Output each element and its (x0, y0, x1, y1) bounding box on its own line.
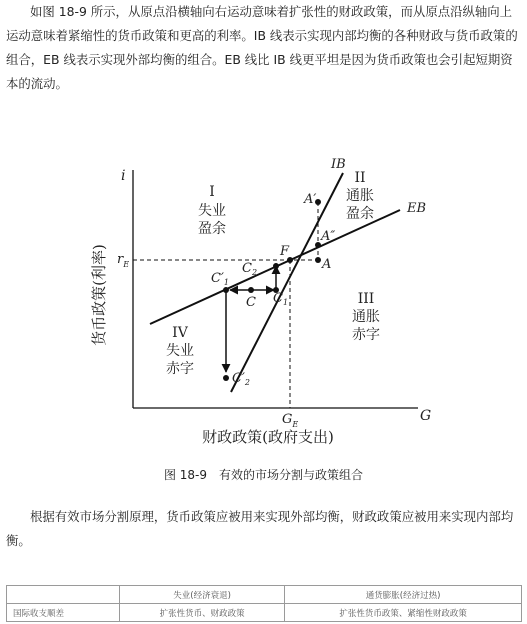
table-cell: 扩张性货币政策、紧缩性财政政策 (285, 604, 522, 622)
svg-text:IV: IV (172, 325, 188, 341)
x-axis-label: 财政政策(政府支出) (202, 428, 334, 446)
table-header-cell: 失业(经济衰退) (120, 586, 285, 604)
label-c1: $C_1$ (273, 291, 289, 307)
y-axis-label: 货币政策(利率) (90, 244, 108, 346)
svg-text:赤字: 赤字 (166, 361, 194, 377)
label-c: C (246, 295, 256, 310)
label-c2: $C_2$ (242, 261, 258, 277)
table-header-cell (7, 586, 120, 604)
svg-text:盈余: 盈余 (198, 221, 226, 237)
eb-label: EB (407, 201, 427, 216)
region-3 (352, 291, 380, 343)
point-c2 (273, 263, 279, 269)
label-a: A (322, 257, 332, 272)
table-header-row (7, 586, 522, 604)
label-a-dprime: A″ (321, 229, 336, 244)
table-cell: 扩张性货币、财政政策 (120, 604, 285, 622)
ib-label: IB (331, 157, 346, 172)
svg-text:通胀: 通胀 (346, 188, 374, 204)
x-axis-symbol: G (420, 408, 432, 424)
table-header-cell: 通货膨胀(经济过热) (285, 586, 522, 604)
region-1 (198, 184, 226, 237)
svg-text:I: I (209, 184, 215, 200)
label-f: F (280, 244, 290, 259)
svg-text:III: III (357, 291, 375, 307)
label-c1-prime: $C'_1$ (211, 271, 229, 287)
svg-text:失业: 失业 (198, 203, 226, 219)
x-tick-ge: $G_E$ (282, 412, 299, 429)
region-4 (166, 325, 194, 377)
y-tick-re: $r_E$ (117, 252, 130, 269)
y-axis-symbol: i (121, 168, 126, 184)
figure-caption: 图 18-9 有效的市场分割与政策组合 (163, 468, 364, 482)
table-cell: 国际收支顺差 (7, 604, 120, 622)
svg-text:赤字: 赤字 (352, 327, 380, 343)
point-c2-prime (223, 375, 229, 381)
svg-text:通胀: 通胀 (352, 309, 380, 325)
point-c (248, 287, 254, 293)
svg-text:II: II (354, 170, 366, 186)
svg-text:失业: 失业 (166, 343, 194, 359)
ib-line (231, 173, 343, 392)
svg-text:盈余: 盈余 (346, 206, 374, 222)
label-a-prime: A′ (304, 192, 317, 207)
label-c2-prime: $C'_2$ (232, 371, 250, 387)
conclusion-paragraph: 根据有效市场分割原理，货币政策应被用来实现外部均衡，财政政策应被用来实现内部均衡。 (6, 509, 514, 548)
point-c1-prime (223, 287, 229, 293)
policy-table (6, 585, 522, 622)
point-a (315, 257, 321, 263)
region-2 (346, 170, 374, 222)
intro-paragraph: 如图 18-9 所示，从原点沿横轴向右运动意味着扩张性的财政政策，而从原点沿纵轴向上运动意味着紧缩性的货币政策和更高的利率。IB 线表示实现内部均衡的各种财政与货币政策的组合，EB 线表示实现外部均衡的组合。EB 线比 IB 线更平坦是因为货币政策也会引起短期资本的流动。 (6, 4, 518, 91)
table-row (7, 604, 522, 622)
